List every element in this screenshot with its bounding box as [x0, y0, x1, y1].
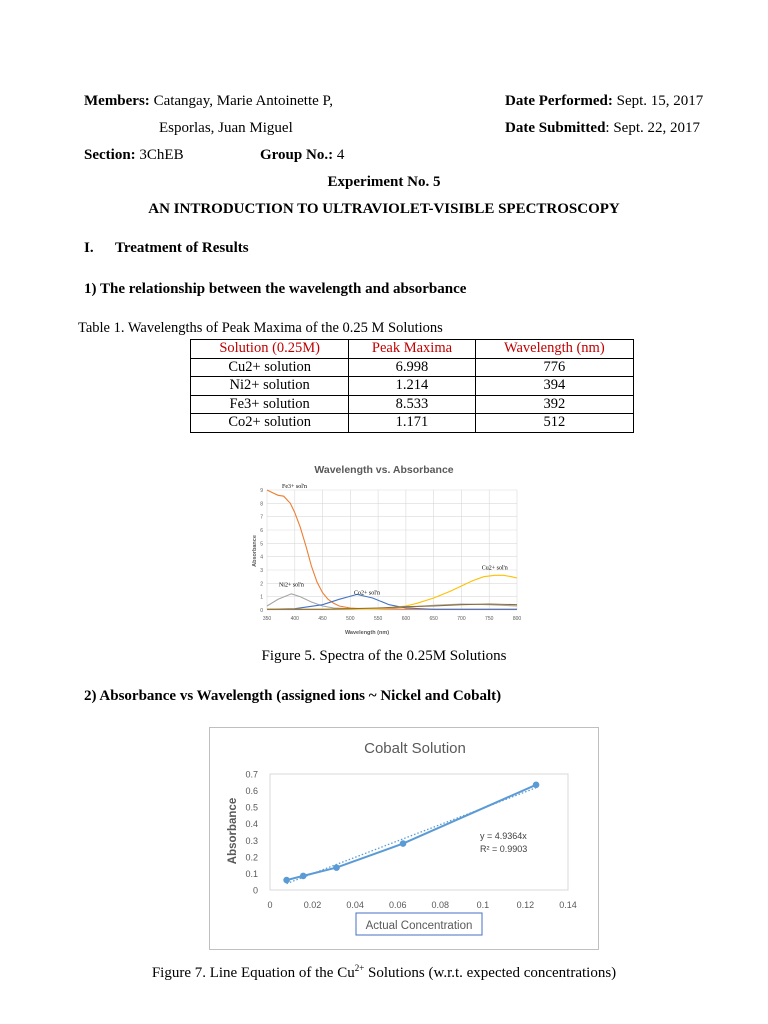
- figure-7-caption-superscript: 2+: [354, 963, 365, 973]
- spectra-y-tick: 3: [260, 568, 263, 574]
- spectra-y-tick: 6: [260, 528, 263, 534]
- member-2: Esporlas, Juan Miguel: [159, 120, 293, 136]
- section-line: [84, 147, 184, 164]
- spectra-y-tick: 4: [260, 554, 263, 561]
- date-performed-value: Sept. 15, 2017: [616, 93, 704, 109]
- date-performed-label: Date Performed:: [505, 93, 613, 109]
- cobalt-y-tick: 0.1: [245, 868, 258, 879]
- figure-7-caption: [0, 963, 768, 982]
- table-header: Peak Maxima: [349, 340, 475, 359]
- table-caption: Table 1. Wavelengths of Peak Maxima of the 0.25 M Solutions: [78, 320, 443, 336]
- spectra-y-tick: 2: [260, 581, 263, 588]
- section-heading: Treatment of Results: [115, 240, 249, 256]
- spectra-y-tick: 9: [260, 488, 263, 494]
- cobalt-y-tick: 0.4: [245, 819, 258, 830]
- spectra-x-tick: 450: [318, 616, 327, 622]
- spectra-x-tick: 700: [457, 616, 466, 622]
- spectra-y-tick: 8: [260, 501, 263, 508]
- cobalt-data-point: [400, 840, 407, 847]
- cobalt-y-tick: 0.3: [245, 835, 258, 846]
- section-label: Section:: [84, 147, 136, 163]
- cobalt-data-point: [333, 864, 340, 871]
- spectra-series-label: Fe3+ sol'n: [282, 484, 307, 490]
- spectra-x-tick: 400: [290, 616, 299, 622]
- table-cell: 8.533: [349, 395, 475, 414]
- section-value: 3ChEB: [139, 147, 184, 163]
- cobalt-data-point: [300, 873, 307, 880]
- table-cell: 512: [475, 414, 633, 433]
- cobalt-x-tick: 0.1: [476, 900, 490, 910]
- item-2-heading: 2) Absorbance vs Wavelength (assigned ions ~ Nickel and Cobalt): [84, 688, 502, 704]
- table-row: [191, 377, 634, 396]
- cobalt-xlabel: Actual Concentration: [365, 920, 473, 932]
- cobalt-x-tick: 0.06: [388, 900, 407, 910]
- cobalt-y-tick: 0.2: [245, 852, 258, 863]
- cobalt-data-point: [283, 877, 290, 884]
- spectra-x-tick: 550: [373, 616, 383, 622]
- spectra-x-tick: 500: [346, 616, 355, 622]
- date-submitted-value: : Sept. 22, 2017: [605, 120, 701, 136]
- table-cell: 392: [475, 395, 633, 414]
- cobalt-title: Cobalt Solution: [364, 740, 466, 757]
- group-label: Group No.:: [260, 147, 334, 163]
- spectra-x-tick: 750: [485, 616, 494, 622]
- table-cell: 6.998: [349, 358, 475, 377]
- cobalt-chart-frame: [209, 727, 599, 950]
- cobalt-x-tick: 0: [267, 900, 273, 910]
- member-1: Catangay, Marie Antoinette P,: [153, 93, 333, 109]
- table-cell: 1.214: [349, 377, 475, 396]
- group-value: 4: [336, 147, 345, 163]
- table-row: [191, 358, 634, 377]
- spectra-series-label: Cu2+ sol'n: [481, 565, 508, 572]
- cobalt-y-tick: 0: [252, 885, 258, 896]
- cobalt-x-tick: 0.04: [346, 900, 364, 910]
- group-line: [260, 147, 344, 164]
- figure-7-caption-end: Solutions (w.r.t. expected concentrations): [364, 965, 617, 981]
- spectra-chart: [240, 455, 540, 640]
- date-submitted-label: Date Submitted: [505, 120, 606, 136]
- table-row: [191, 395, 634, 414]
- table-row: [191, 414, 634, 433]
- spectra-title: Wavelength vs. Absorbance: [314, 464, 454, 476]
- trendline-r-squared: R² = 0.9903: [480, 844, 528, 854]
- spectra-series-line: [267, 490, 517, 609]
- table-header: Solution (0.25M): [191, 340, 349, 359]
- experiment-number: Experiment No. 5: [327, 174, 441, 190]
- table-cell: 776: [475, 358, 633, 377]
- figure-5-caption: Figure 5. Spectra of the 0.25M Solutions: [261, 648, 507, 664]
- spectra-xlabel: Wavelength (nm): [344, 630, 390, 636]
- members-label: Members:: [84, 93, 150, 109]
- cobalt-chart: [210, 728, 598, 949]
- table-cell: 394: [475, 377, 633, 396]
- table-cell: Fe3+ solution: [191, 395, 349, 414]
- spectra-y-tick: 5: [260, 541, 263, 548]
- spectra-series-line: [267, 594, 517, 609]
- cobalt-x-tick: 0.14: [559, 900, 577, 910]
- cobalt-x-tick: 0.08: [431, 900, 450, 910]
- date-submitted: [505, 120, 700, 137]
- table-header-row: [191, 340, 634, 359]
- spectra-x-tick: 650: [429, 616, 438, 622]
- table-header: Wavelength (nm): [475, 340, 633, 359]
- table-cell: Co2+ solution: [191, 414, 349, 433]
- spectra-x-tick: 350: [262, 616, 272, 622]
- cobalt-ylabel: Absorbance: [227, 797, 239, 865]
- section-heading-number: I.: [84, 240, 94, 256]
- cobalt-data-point: [533, 781, 540, 788]
- item-1-heading: 1) The relationship between the wavelength and absorbance: [84, 281, 467, 297]
- experiment-title: AN INTRODUCTION TO ULTRAVIOLET-VISIBLE SPECTROSCOPY: [148, 201, 620, 217]
- figure-7-caption-start: Figure 7. Line Equation of the Cu: [151, 965, 355, 981]
- spectra-series-label: Ni2+ sol'n: [278, 582, 304, 589]
- peak-table: [190, 339, 634, 433]
- cobalt-y-tick: 0.7: [245, 769, 258, 780]
- cobalt-y-tick: 0.6: [245, 786, 258, 797]
- spectra-series-label: Co2+ sol'n: [354, 590, 380, 597]
- spectra-x-tick: 800: [512, 616, 522, 622]
- date-performed: [505, 93, 703, 110]
- spectra-ylabel: Absorbance: [252, 535, 258, 567]
- spectra-y-tick: 7: [260, 514, 263, 521]
- trendline-equation: y = 4.9364x: [480, 831, 527, 841]
- cobalt-x-tick: 0.12: [516, 900, 535, 910]
- table-cell: Cu2+ solution: [191, 358, 349, 377]
- cobalt-x-tick: 0.02: [303, 900, 322, 910]
- spectra-x-tick: 600: [401, 616, 411, 622]
- table-cell: 1.171: [349, 414, 475, 433]
- table-cell: Ni2+ solution: [191, 377, 349, 396]
- cobalt-y-tick: 0.5: [245, 802, 258, 813]
- members-line: [84, 93, 333, 110]
- spectra-y-tick: 0: [260, 608, 263, 614]
- spectra-y-tick: 1: [260, 594, 263, 601]
